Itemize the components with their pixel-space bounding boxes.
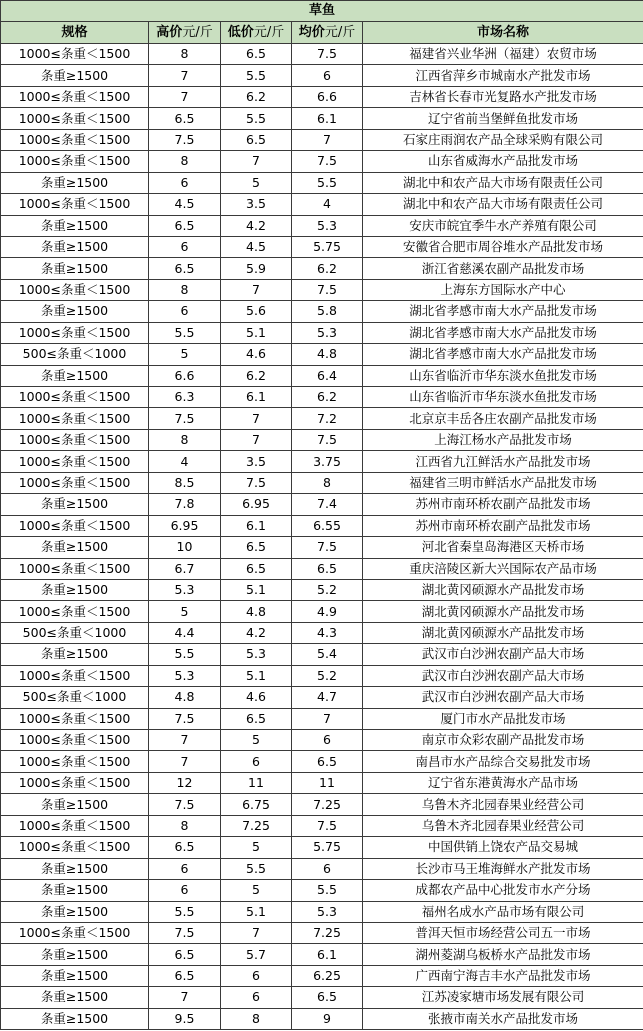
cell-low-price: 4.6 [221, 687, 292, 708]
cell-avg-price: 6.25 [292, 965, 363, 986]
cell-high-price: 7.8 [149, 494, 221, 515]
cell-low-price: 6 [221, 965, 292, 986]
cell-spec: 1000≤条重＜1500 [1, 86, 149, 107]
cell-market-name: 山东省临沂市华东淡水鱼批发市场 [363, 365, 643, 386]
header-market: 市场名称 [363, 22, 643, 44]
cell-high-price: 6 [149, 172, 221, 193]
cell-avg-price: 6.2 [292, 387, 363, 408]
header-low-label: 低价 [227, 24, 254, 40]
cell-market-name: 湖北黄冈硕源水产品批发市场 [363, 622, 643, 643]
cell-avg-price: 6 [292, 730, 363, 751]
cell-avg-price: 7 [292, 708, 363, 729]
cell-spec: 条重≥1500 [1, 301, 149, 322]
table-row [1, 579, 643, 600]
cell-low-price: 6.75 [221, 794, 292, 815]
cell-market-name: 安徽省合肥市周谷堆水产品批发市场 [363, 236, 643, 257]
cell-spec: 条重≥1500 [1, 236, 149, 257]
cell-avg-price: 4.8 [292, 344, 363, 365]
cell-avg-price: 5.2 [292, 579, 363, 600]
cell-low-price: 4.5 [221, 236, 292, 257]
cell-low-price: 5.9 [221, 258, 292, 279]
cell-avg-price: 4.9 [292, 601, 363, 622]
cell-market-name: 普洱天恒市场经营公司五一市场 [363, 922, 643, 943]
cell-high-price: 5.5 [149, 322, 221, 343]
table-title-row [1, 1, 643, 22]
cell-avg-price: 3.75 [292, 451, 363, 472]
table-row [1, 44, 643, 65]
cell-low-price: 7.5 [221, 472, 292, 493]
table-body [1, 44, 643, 1030]
table-row [1, 687, 643, 708]
cell-avg-price: 6 [292, 858, 363, 879]
cell-avg-price: 6.5 [292, 751, 363, 772]
cell-market-name: 江西省九江鲜活水产品批发市场 [363, 451, 643, 472]
cell-spec: 1000≤条重＜1500 [1, 751, 149, 772]
cell-high-price: 8.5 [149, 472, 221, 493]
cell-high-price: 4.4 [149, 622, 221, 643]
cell-high-price: 6 [149, 858, 221, 879]
cell-market-name: 张掖市南关水产品批发市场 [363, 1008, 643, 1029]
table-row [1, 601, 643, 622]
cell-low-price: 5.1 [221, 322, 292, 343]
cell-market-name: 北京京丰岳各庄农副产品批发市场 [363, 408, 643, 429]
table-row [1, 387, 643, 408]
cell-high-price: 4.8 [149, 687, 221, 708]
cell-high-price: 8 [149, 429, 221, 450]
cell-avg-price: 5.4 [292, 644, 363, 665]
cell-avg-price: 6.55 [292, 515, 363, 536]
cell-low-price: 11 [221, 772, 292, 793]
table-row [1, 987, 643, 1008]
cell-low-price: 6.1 [221, 515, 292, 536]
cell-market-name: 福建省三明市鲜活水产品批发市场 [363, 472, 643, 493]
cell-low-price: 6.5 [221, 129, 292, 150]
cell-spec: 条重≥1500 [1, 494, 149, 515]
table-row [1, 901, 643, 922]
table-row [1, 408, 643, 429]
table-row [1, 194, 643, 215]
cell-high-price: 9.5 [149, 1008, 221, 1029]
cell-market-name: 上海江杨水产品批发市场 [363, 429, 643, 450]
cell-market-name: 福建省兴业华洲（福建）农贸市场 [363, 44, 643, 65]
cell-avg-price: 7.25 [292, 922, 363, 943]
cell-avg-price: 6.2 [292, 258, 363, 279]
cell-high-price: 4.5 [149, 194, 221, 215]
cell-low-price: 6 [221, 987, 292, 1008]
table-row [1, 794, 643, 815]
cell-spec: 1000≤条重＜1500 [1, 815, 149, 836]
cell-low-price: 4.2 [221, 622, 292, 643]
cell-low-price: 5 [221, 730, 292, 751]
table-row [1, 922, 643, 943]
table-title: 草鱼 [1, 1, 643, 22]
table-row [1, 108, 643, 129]
cell-avg-price: 6.5 [292, 987, 363, 1008]
table-row [1, 129, 643, 150]
header-high-unit: 元/斤 [182, 24, 213, 40]
header-avg-unit: 元/斤 [324, 24, 356, 40]
cell-low-price: 6.2 [221, 365, 292, 386]
cell-market-name: 武汉市白沙洲农副产品大市场 [363, 644, 643, 665]
cell-high-price: 6 [149, 236, 221, 257]
cell-avg-price: 6.4 [292, 365, 363, 386]
cell-high-price: 7 [149, 730, 221, 751]
cell-low-price: 3.5 [221, 451, 292, 472]
cell-spec: 1000≤条重＜1500 [1, 429, 149, 450]
table-row [1, 730, 643, 751]
cell-spec: 条重≥1500 [1, 965, 149, 986]
cell-avg-price: 4.7 [292, 687, 363, 708]
cell-spec: 1000≤条重＜1500 [1, 601, 149, 622]
cell-high-price: 7.5 [149, 129, 221, 150]
cell-high-price: 6.5 [149, 837, 221, 858]
header-low [221, 22, 292, 44]
cell-high-price: 7 [149, 65, 221, 86]
cell-high-price: 8 [149, 44, 221, 65]
cell-spec: 条重≥1500 [1, 901, 149, 922]
cell-high-price: 6 [149, 301, 221, 322]
table-row [1, 301, 643, 322]
cell-market-name: 江西省萍乡市城南水产批发市场 [363, 65, 643, 86]
cell-market-name: 上海东方国际水产中心 [363, 279, 643, 300]
cell-market-name: 南昌市水产品综合交易批发市场 [363, 751, 643, 772]
cell-low-price: 8 [221, 1008, 292, 1029]
cell-avg-price: 5.8 [292, 301, 363, 322]
cell-low-price: 5.5 [221, 858, 292, 879]
cell-market-name: 浙江省慈溪农副产品批发市场 [363, 258, 643, 279]
cell-market-name: 重庆涪陵区新大兴国际农产品市场 [363, 558, 643, 579]
cell-high-price: 5 [149, 344, 221, 365]
header-low-unit: 元/斤 [253, 24, 285, 40]
cell-low-price: 3.5 [221, 194, 292, 215]
cell-spec: 1000≤条重＜1500 [1, 922, 149, 943]
cell-spec: 1000≤条重＜1500 [1, 44, 149, 65]
cell-low-price: 5 [221, 880, 292, 901]
cell-high-price: 8 [149, 279, 221, 300]
cell-avg-price: 7.5 [292, 537, 363, 558]
table-row [1, 537, 643, 558]
cell-market-name: 武汉市白沙洲农副产品大市场 [363, 665, 643, 686]
cell-spec: 条重≥1500 [1, 537, 149, 558]
table-row [1, 86, 643, 107]
cell-market-name: 南京市众彩农副产品批发市场 [363, 730, 643, 751]
cell-market-name: 湖州菱湖乌板桥水产品批发市场 [363, 944, 643, 965]
table-row [1, 344, 643, 365]
cell-high-price: 6.6 [149, 365, 221, 386]
table-row [1, 472, 643, 493]
cell-high-price: 5.5 [149, 644, 221, 665]
cell-high-price: 6.5 [149, 108, 221, 129]
cell-high-price: 7.5 [149, 922, 221, 943]
table-row [1, 258, 643, 279]
cell-low-price: 6.5 [221, 44, 292, 65]
table-row [1, 965, 643, 986]
cell-spec: 条重≥1500 [1, 644, 149, 665]
header-high [149, 22, 221, 44]
cell-market-name: 辽宁省前当堡鲜鱼批发市场 [363, 108, 643, 129]
cell-spec: 1000≤条重＜1500 [1, 387, 149, 408]
cell-low-price: 7 [221, 922, 292, 943]
cell-spec: 条重≥1500 [1, 258, 149, 279]
cell-spec: 1000≤条重＜1500 [1, 772, 149, 793]
cell-market-name: 苏州市南环桥农副产品批发市场 [363, 494, 643, 515]
cell-spec: 条重≥1500 [1, 944, 149, 965]
cell-avg-price: 5.2 [292, 665, 363, 686]
table-row [1, 644, 643, 665]
cell-spec: 1000≤条重＜1500 [1, 730, 149, 751]
cell-high-price: 7.5 [149, 708, 221, 729]
cell-high-price: 8 [149, 815, 221, 836]
cell-low-price: 6.5 [221, 537, 292, 558]
cell-high-price: 6.95 [149, 515, 221, 536]
cell-market-name: 湖北省孝感市南大水产品批发市场 [363, 322, 643, 343]
cell-high-price: 8 [149, 151, 221, 172]
cell-spec: 1000≤条重＜1500 [1, 194, 149, 215]
cell-avg-price: 6.6 [292, 86, 363, 107]
cell-avg-price: 7.5 [292, 44, 363, 65]
cell-low-price: 6.95 [221, 494, 292, 515]
cell-high-price: 6.5 [149, 258, 221, 279]
cell-spec: 1000≤条重＜1500 [1, 708, 149, 729]
cell-spec: 1000≤条重＜1500 [1, 837, 149, 858]
cell-market-name: 广西南宁海吉丰水产品批发市场 [363, 965, 643, 986]
cell-high-price: 7 [149, 987, 221, 1008]
cell-high-price: 6.7 [149, 558, 221, 579]
table-row [1, 751, 643, 772]
cell-avg-price: 7.4 [292, 494, 363, 515]
cell-spec: 1000≤条重＜1500 [1, 408, 149, 429]
cell-market-name: 湖北省孝感市南大水产品批发市场 [363, 301, 643, 322]
cell-low-price: 6.5 [221, 558, 292, 579]
cell-high-price: 7.5 [149, 408, 221, 429]
cell-avg-price: 5.3 [292, 901, 363, 922]
cell-high-price: 7 [149, 751, 221, 772]
cell-market-name: 湖北中和农产品大市场有限责任公司 [363, 194, 643, 215]
header-avg [292, 22, 363, 44]
cell-high-price: 4 [149, 451, 221, 472]
cell-high-price: 5.3 [149, 579, 221, 600]
cell-avg-price: 7.5 [292, 429, 363, 450]
table-row [1, 151, 643, 172]
table-row [1, 451, 643, 472]
cell-avg-price: 6.1 [292, 944, 363, 965]
cell-avg-price: 4 [292, 194, 363, 215]
cell-market-name: 辽宁省东港黄海水产品市场 [363, 772, 643, 793]
cell-market-name: 山东省威海水产品批发市场 [363, 151, 643, 172]
cell-spec: 条重≥1500 [1, 365, 149, 386]
cell-spec: 500≤条重＜1000 [1, 687, 149, 708]
cell-market-name: 苏州市南环桥农副产品批发市场 [363, 515, 643, 536]
cell-spec: 1000≤条重＜1500 [1, 322, 149, 343]
cell-low-price: 5.5 [221, 108, 292, 129]
cell-market-name: 河北省秦皇岛海港区天桥市场 [363, 537, 643, 558]
cell-low-price: 4.6 [221, 344, 292, 365]
cell-avg-price: 5.3 [292, 215, 363, 236]
cell-avg-price: 5.75 [292, 837, 363, 858]
cell-spec: 1000≤条重＜1500 [1, 472, 149, 493]
table-row [1, 665, 643, 686]
cell-avg-price: 5.3 [292, 322, 363, 343]
cell-low-price: 5 [221, 837, 292, 858]
cell-low-price: 5.6 [221, 301, 292, 322]
cell-market-name: 安庆市皖宜季牛水产养殖有限公司 [363, 215, 643, 236]
cell-low-price: 5.1 [221, 665, 292, 686]
cell-avg-price: 11 [292, 772, 363, 793]
cell-high-price: 10 [149, 537, 221, 558]
cell-spec: 条重≥1500 [1, 172, 149, 193]
table-row [1, 279, 643, 300]
cell-spec: 1000≤条重＜1500 [1, 151, 149, 172]
table-row [1, 365, 643, 386]
cell-avg-price: 7.5 [292, 279, 363, 300]
cell-avg-price: 4.3 [292, 622, 363, 643]
table-row [1, 494, 643, 515]
cell-high-price: 5.3 [149, 665, 221, 686]
table-row [1, 558, 643, 579]
cell-avg-price: 7.25 [292, 794, 363, 815]
header-spec: 规格 [1, 22, 149, 44]
header-high-label: 高价 [156, 24, 183, 40]
cell-market-name: 长沙市马王堆海鲜水产批发市场 [363, 858, 643, 879]
cell-low-price: 5.3 [221, 644, 292, 665]
cell-high-price: 5 [149, 601, 221, 622]
cell-market-name: 厦门市水产品批发市场 [363, 708, 643, 729]
cell-high-price: 6.3 [149, 387, 221, 408]
cell-low-price: 4.2 [221, 215, 292, 236]
cell-market-name: 中国供销上饶农产品交易城 [363, 837, 643, 858]
cell-spec: 1000≤条重＜1500 [1, 279, 149, 300]
cell-avg-price: 5.5 [292, 172, 363, 193]
cell-spec: 条重≥1500 [1, 65, 149, 86]
cell-avg-price: 5.75 [292, 236, 363, 257]
header-avg-label: 均价 [298, 24, 325, 40]
cell-low-price: 5.1 [221, 901, 292, 922]
cell-spec: 条重≥1500 [1, 858, 149, 879]
cell-avg-price: 6 [292, 65, 363, 86]
cell-avg-price: 8 [292, 472, 363, 493]
cell-avg-price: 7.2 [292, 408, 363, 429]
cell-high-price: 6.5 [149, 944, 221, 965]
cell-market-name: 湖北省孝感市南大水产品批发市场 [363, 344, 643, 365]
table-row [1, 815, 643, 836]
cell-avg-price: 6.1 [292, 108, 363, 129]
cell-high-price: 7 [149, 86, 221, 107]
cell-spec: 1000≤条重＜1500 [1, 129, 149, 150]
cell-spec: 条重≥1500 [1, 1008, 149, 1029]
cell-spec: 条重≥1500 [1, 880, 149, 901]
table-row [1, 429, 643, 450]
cell-avg-price: 5.5 [292, 880, 363, 901]
table-row [1, 880, 643, 901]
cell-spec: 条重≥1500 [1, 794, 149, 815]
cell-spec: 条重≥1500 [1, 579, 149, 600]
cell-avg-price: 6.5 [292, 558, 363, 579]
cell-avg-price: 7.5 [292, 151, 363, 172]
table-row [1, 622, 643, 643]
cell-spec: 1000≤条重＜1500 [1, 665, 149, 686]
cell-spec: 1000≤条重＜1500 [1, 515, 149, 536]
cell-low-price: 6.1 [221, 387, 292, 408]
cell-low-price: 5.1 [221, 579, 292, 600]
cell-low-price: 6.5 [221, 708, 292, 729]
table-row [1, 172, 643, 193]
cell-low-price: 6 [221, 751, 292, 772]
cell-avg-price: 9 [292, 1008, 363, 1029]
cell-low-price: 5 [221, 172, 292, 193]
cell-market-name: 吉林省长春市光复路水产批发市场 [363, 86, 643, 107]
cell-low-price: 5.7 [221, 944, 292, 965]
cell-spec: 500≤条重＜1000 [1, 344, 149, 365]
cell-spec: 1000≤条重＜1500 [1, 558, 149, 579]
cell-market-name: 湖北黄冈硕源水产品批发市场 [363, 601, 643, 622]
table-row [1, 215, 643, 236]
cell-spec: 条重≥1500 [1, 987, 149, 1008]
cell-low-price: 6.2 [221, 86, 292, 107]
table-row [1, 236, 643, 257]
table-row [1, 772, 643, 793]
table-row [1, 65, 643, 86]
cell-low-price: 7 [221, 429, 292, 450]
cell-market-name: 成都农产品中心批发市水产分场 [363, 880, 643, 901]
table-row [1, 944, 643, 965]
cell-low-price: 7.25 [221, 815, 292, 836]
table-row [1, 837, 643, 858]
cell-low-price: 5.5 [221, 65, 292, 86]
cell-high-price: 6.5 [149, 215, 221, 236]
cell-low-price: 7 [221, 408, 292, 429]
cell-avg-price: 7 [292, 129, 363, 150]
cell-low-price: 7 [221, 279, 292, 300]
cell-low-price: 4.8 [221, 601, 292, 622]
cell-market-name: 武汉市白沙洲农副产品大市场 [363, 687, 643, 708]
cell-spec: 1000≤条重＜1500 [1, 108, 149, 129]
cell-high-price: 6.5 [149, 965, 221, 986]
cell-market-name: 乌鲁木齐北园春果业经营公司 [363, 815, 643, 836]
cell-market-name: 乌鲁木齐北园春果业经营公司 [363, 794, 643, 815]
table-row [1, 322, 643, 343]
table-row [1, 708, 643, 729]
cell-high-price: 12 [149, 772, 221, 793]
cell-high-price: 7.5 [149, 794, 221, 815]
cell-market-name: 湖北中和农产品大市场有限责任公司 [363, 172, 643, 193]
cell-market-name: 山东省临沂市华东淡水鱼批发市场 [363, 387, 643, 408]
cell-market-name: 福州名成水产品市场有限公司 [363, 901, 643, 922]
cell-spec: 500≤条重＜1000 [1, 622, 149, 643]
cell-high-price: 5.5 [149, 901, 221, 922]
cell-market-name: 湖北黄冈硕源水产品批发市场 [363, 579, 643, 600]
table-header-row [1, 22, 643, 44]
cell-spec: 条重≥1500 [1, 215, 149, 236]
table-row [1, 858, 643, 879]
table-row [1, 515, 643, 536]
cell-high-price: 6 [149, 880, 221, 901]
cell-spec: 1000≤条重＜1500 [1, 451, 149, 472]
cell-market-name: 石家庄雨润农产品全球采购有限公司 [363, 129, 643, 150]
cell-low-price: 7 [221, 151, 292, 172]
cell-avg-price: 7.5 [292, 815, 363, 836]
cell-market-name: 江苏凌家塘市场发展有限公司 [363, 987, 643, 1008]
table-row [1, 1008, 643, 1029]
